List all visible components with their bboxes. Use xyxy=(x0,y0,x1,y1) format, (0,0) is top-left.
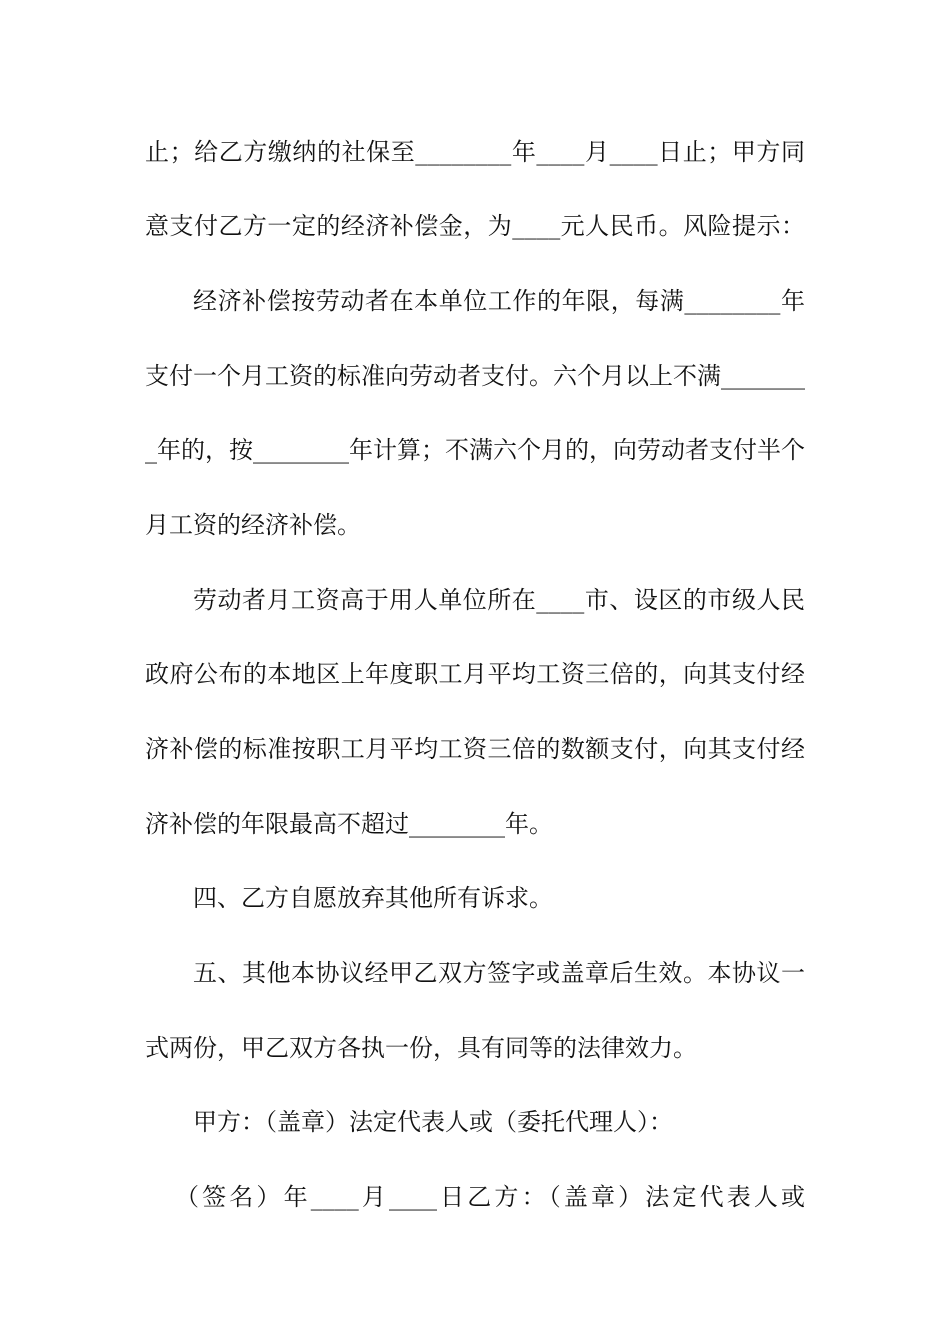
text-line-6: 月工资的经济补偿。 xyxy=(145,511,361,539)
text-line-4: 支付一个月工资的标准向劳动者支付。六个月以上不满_______ xyxy=(145,362,805,390)
text-line-5: _年的，按________年计算；不满六个月的，向劳动者支付半个 xyxy=(145,436,805,464)
text-line-3: 经济补偿按劳动者在本单位工作的年限，每满________年 xyxy=(193,287,805,315)
text-line-12: 五、其他本协议经甲乙双方签字或盖章后生效。本协议一 xyxy=(193,959,805,987)
text-line-8: 政府公布的本地区上年度职工月平均工资三倍的，向其支付经 xyxy=(145,660,805,688)
text-line-7: 劳动者月工资高于用人单位所在____市、设区的市级人民 xyxy=(193,586,805,614)
text-line-11: 四、乙方自愿放弃其他所有诉求。 xyxy=(193,884,553,912)
text-line-13: 式两份，甲乙双方各执一份，具有同等的法律效力。 xyxy=(145,1034,697,1062)
text-line-2: 意支付乙方一定的经济补偿金，为____元人民币。风险提示： xyxy=(145,212,805,240)
text-line-9: 济补偿的标准按职工月平均工资三倍的数额支付，向其支付经 xyxy=(145,735,805,763)
text-line-1: 止；给乙方缴纳的社保至________年____月____日止；甲方同 xyxy=(145,138,805,166)
text-line-14: 甲方：（盖章）法定代表人或（委托代理人）： xyxy=(193,1108,673,1136)
text-line-15: （签名）年____月____日乙方：（盖章）法定代表人或 xyxy=(175,1183,805,1211)
text-line-10: 济补偿的年限最高不超过________年。 xyxy=(145,810,553,838)
